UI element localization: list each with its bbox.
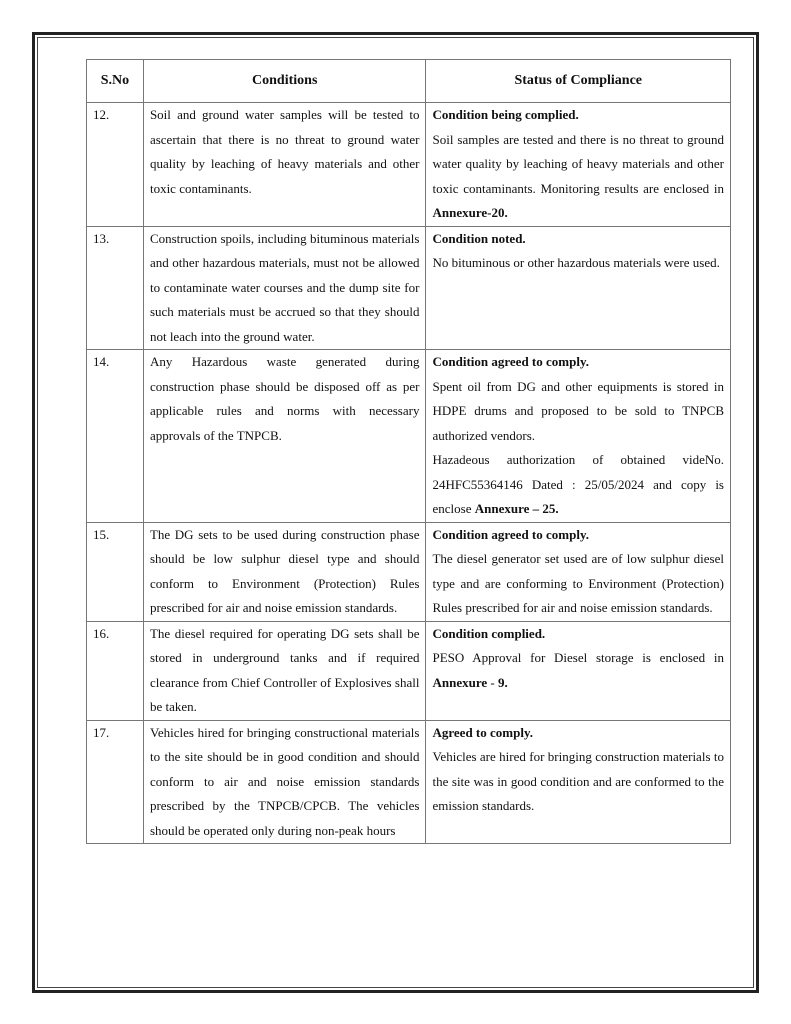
compliance-table — [86, 59, 731, 844]
row-status — [426, 522, 731, 621]
table-header-row — [87, 60, 731, 103]
status-heading: Condition complied. — [432, 625, 546, 641]
table-row — [87, 522, 731, 621]
row-sno: 13. — [87, 226, 144, 350]
row-condition: The DG sets to be used during construction phase should be low sulphur diesel type and should conform to Environment (Protection) Rules prescribed for air and noise emission standards. — [143, 522, 426, 621]
row-sno: 15. — [87, 522, 144, 621]
status-heading: Condition noted. — [432, 230, 526, 246]
row-status — [426, 621, 731, 720]
row-sno: 12. — [87, 103, 144, 227]
status-annexure: Annexure – 25. — [474, 501, 559, 516]
status-heading: Condition being complied. — [432, 107, 579, 122]
status-text: Soil samples are tested and there is no threat to ground water quality by leaching of heavy materials and other toxic contaminants. Monitoring results are enclosed in — [432, 131, 724, 196]
status-annexure: Annexure-20. — [432, 205, 508, 220]
status-text: PESO Approval for Diesel storage is enclosed in — [432, 650, 724, 665]
row-condition: Construction spoils, including bituminous materials and other hazardous materials, must not be allowed to contaminate water courses and the dump site for such materials must be accrued so that they should not leach into the ground water. — [143, 226, 426, 350]
row-condition: The diesel required for operating DG sets shall be stored in underground tanks and if required clearance from Chief Controller of Explosives shall be taken. — [143, 621, 426, 720]
table-row — [87, 350, 731, 523]
status-text: The diesel generator set used are of low sulphur diesel type and are conforming to Environment (Protection) Rules prescribed for air and noise emission standards. — [432, 551, 724, 615]
status-text: Vehicles are hired for bringing construction materials to the site was in good condition and are conformed to the emission standards. — [432, 749, 724, 813]
table-row — [87, 226, 731, 350]
status-annexure-number: 9. — [497, 674, 508, 690]
status-annexure: Annexure — [432, 674, 488, 690]
status-text-2: - — [487, 674, 498, 690]
row-condition: Soil and ground water samples will be tested to ascertain that there is no threat to ground water quality by leaching of heavy materials and other toxic contaminants. — [143, 103, 426, 227]
table-row — [87, 103, 731, 227]
table-row — [87, 720, 731, 844]
row-condition: Vehicles hired for bringing constructional materials to the site should be in good condition and should conform to air and noise emission standards prescribed by the TNPCB/CPCB. The vehicles should be operated only during non-peak hours — [143, 720, 426, 844]
header-sno: S.No — [87, 60, 144, 103]
status-heading: Condition agreed to comply. — [432, 354, 589, 369]
status-text: No bituminous or other hazardous materials were used. — [432, 255, 720, 270]
header-conditions: Conditions — [143, 60, 426, 103]
row-status — [426, 720, 731, 844]
row-status — [426, 350, 731, 523]
status-text-2: Hazadeous authorization of obtained videNo. 24HFC55364146 Dated : 25/05/2024 and copy is enclose — [432, 452, 724, 516]
row-sno: 16. — [87, 621, 144, 720]
table-row — [87, 621, 731, 720]
row-sno: 14. — [87, 350, 144, 523]
row-condition: Any Hazardous waste generated during construction phase should be disposed off as per applicable rules and norms with necessary approvals of the TNPCB. — [143, 350, 426, 523]
status-heading: Condition agreed to comply. — [432, 526, 589, 542]
status-text: Spent oil from DG and other equipments is stored in HDPE drums and proposed to be sold to TNPCB authorized vendors. — [432, 378, 724, 443]
row-status — [426, 103, 731, 227]
row-status — [426, 226, 731, 350]
header-status: Status of Compliance — [426, 60, 731, 103]
row-sno: 17. — [87, 720, 144, 844]
status-heading: Agreed to comply. — [432, 724, 533, 740]
